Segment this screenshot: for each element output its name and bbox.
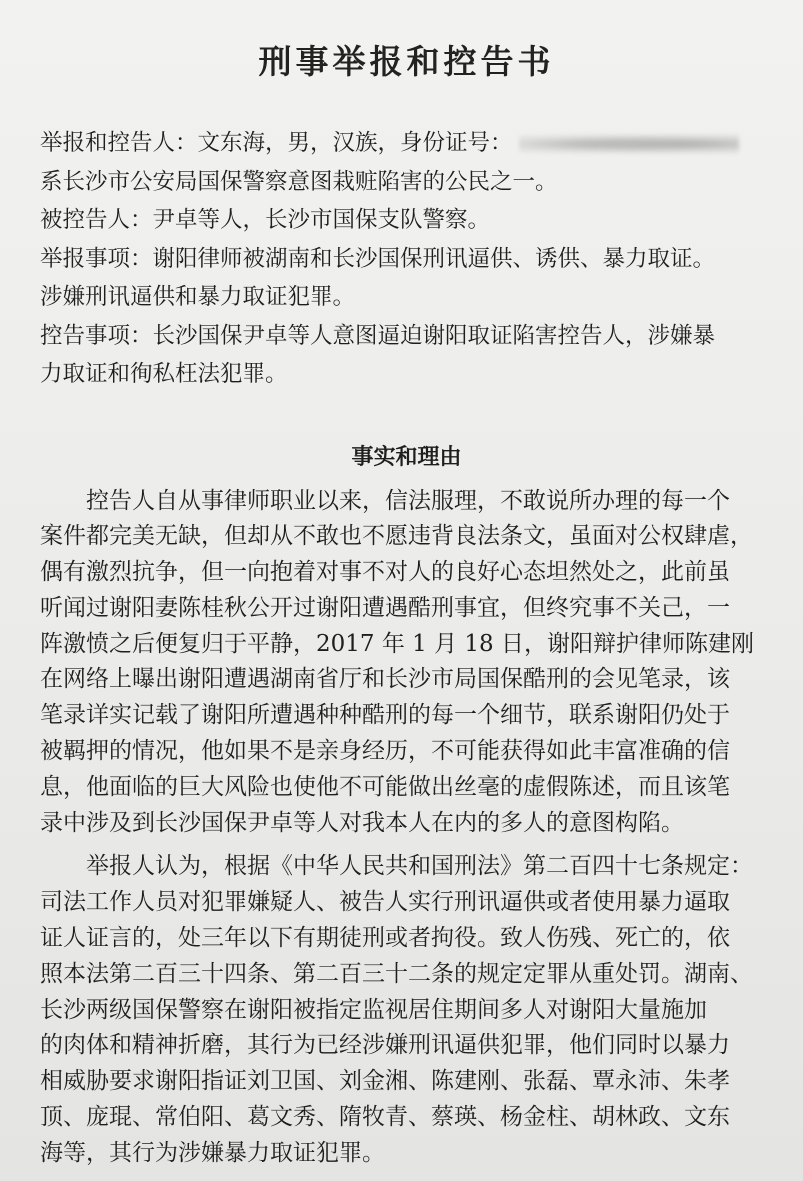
paragraph-line: 海等，其行为涉嫌暴力取证犯罪。 (40, 1139, 385, 1166)
paragraph-line: 听闻过谢阳妻陈桂秋公开过谢阳遭遇酷刑事宜，但终究事不关己，一 (40, 594, 730, 621)
paragraph-line: 息，他面临的巨大风险也使他不可能做出丝毫的虚假陈述，而且该笔 (40, 773, 730, 800)
paragraph-line: 笔录详实记载了谢阳所遭遇种种酷刑的每一个细节，联系谢阳仍处于 (40, 702, 730, 729)
paragraph-line: 顶、庞琨、常伯阳、葛文秀、隋牧青、蔡瑛、杨金柱、胡林政、文东 (40, 1104, 730, 1131)
report-matter-line: 举报事项：谢阳律师被湖南和长沙国保刑讯逼供、诱供、暴力取证。 (40, 245, 716, 272)
paragraph-line: 偶有激烈抗争，但一向抱着对事不对人的良好心态坦然处之，此前虽 (40, 559, 730, 586)
paragraph-line: 案件都完美无缺，但却从不敢也不愿违背良法条文，虽面对公权肆虐， (40, 523, 753, 550)
paragraph-line: 长沙两级国保警察在谢阳被指定监视居住期间多人对谢阳大量施加 (40, 996, 707, 1023)
section-heading: 事实和理由 (351, 443, 462, 470)
paragraph-line: 录中涉及到长沙国保尹卓等人对我本人在内的多人的意图构陷。 (40, 809, 684, 836)
paragraph-line: 阵激愤之后便复归于平静，2017 年 1 月 18 日，谢阳辩护律师陈建刚 (40, 630, 754, 657)
complainant-line (40, 124, 773, 163)
paragraph-line: 证人证言的，处三年以下有期徒刑或者拘役。致人伤残、死亡的，依 (40, 925, 730, 952)
paragraph-line: 控告人自从事律师职业以来，信法服理，不敢说所办理的每一个 (86, 487, 730, 514)
paragraph-line: 相威胁要求谢阳指证刘卫国、刘金湘、陈建刚、张磊、覃永沛、朱孝 (40, 1068, 730, 1095)
paragraph-2 (40, 849, 773, 1171)
respondent-line: 被控告人：尹卓等人，长沙市国保支队警察。 (40, 207, 491, 233)
paragraph-line: 的肉体和精神折磨，其行为已经涉嫌刑讯逼供犯罪，他们同时以暴力 (40, 1032, 730, 1059)
paragraph-line: 在网络上曝出谢阳遭遇湖南省厅和长沙市局国保酷刑的会见笔录，该 (40, 666, 730, 693)
header-line: 系长沙市公安局国保警察意图栽赃陷害的公民之一。 (40, 168, 558, 195)
paragraph-line: 照本法第二百三十四条、第二百三十二条的规定定罪从重处罚。湖南、 (40, 960, 753, 987)
complaint-matter-line-2: 力取证和徇私枉法犯罪。 (40, 361, 288, 387)
paragraph-line: 被羁押的情况，他如果不是亲身经历，不可能获得如此丰富准确的信 (40, 738, 730, 765)
paragraph-line: 举报人认为，根据《中华人民共和国刑法》第二百四十七条规定： (86, 853, 753, 880)
paragraph-line: 司法工作人员对犯罪嫌疑人、被告人实行刑讯逼供或者使用暴力逼取 (40, 889, 730, 916)
header-block (40, 124, 773, 394)
complainant-text: 举报和控告人：文东海，男，汉族，身份证号： (40, 130, 513, 156)
report-matter-line-2: 涉嫌刑讯逼供和暴力取证犯罪。 (40, 284, 356, 310)
complaint-matter-line: 控告事项：长沙国保尹卓等人意图逼迫谢阳取证陷害控告人，涉嫌暴 (40, 322, 716, 349)
document-title: 刑事举报和控告书 (258, 42, 555, 81)
redacted-id-number (519, 133, 739, 155)
paragraph-1 (40, 484, 773, 842)
